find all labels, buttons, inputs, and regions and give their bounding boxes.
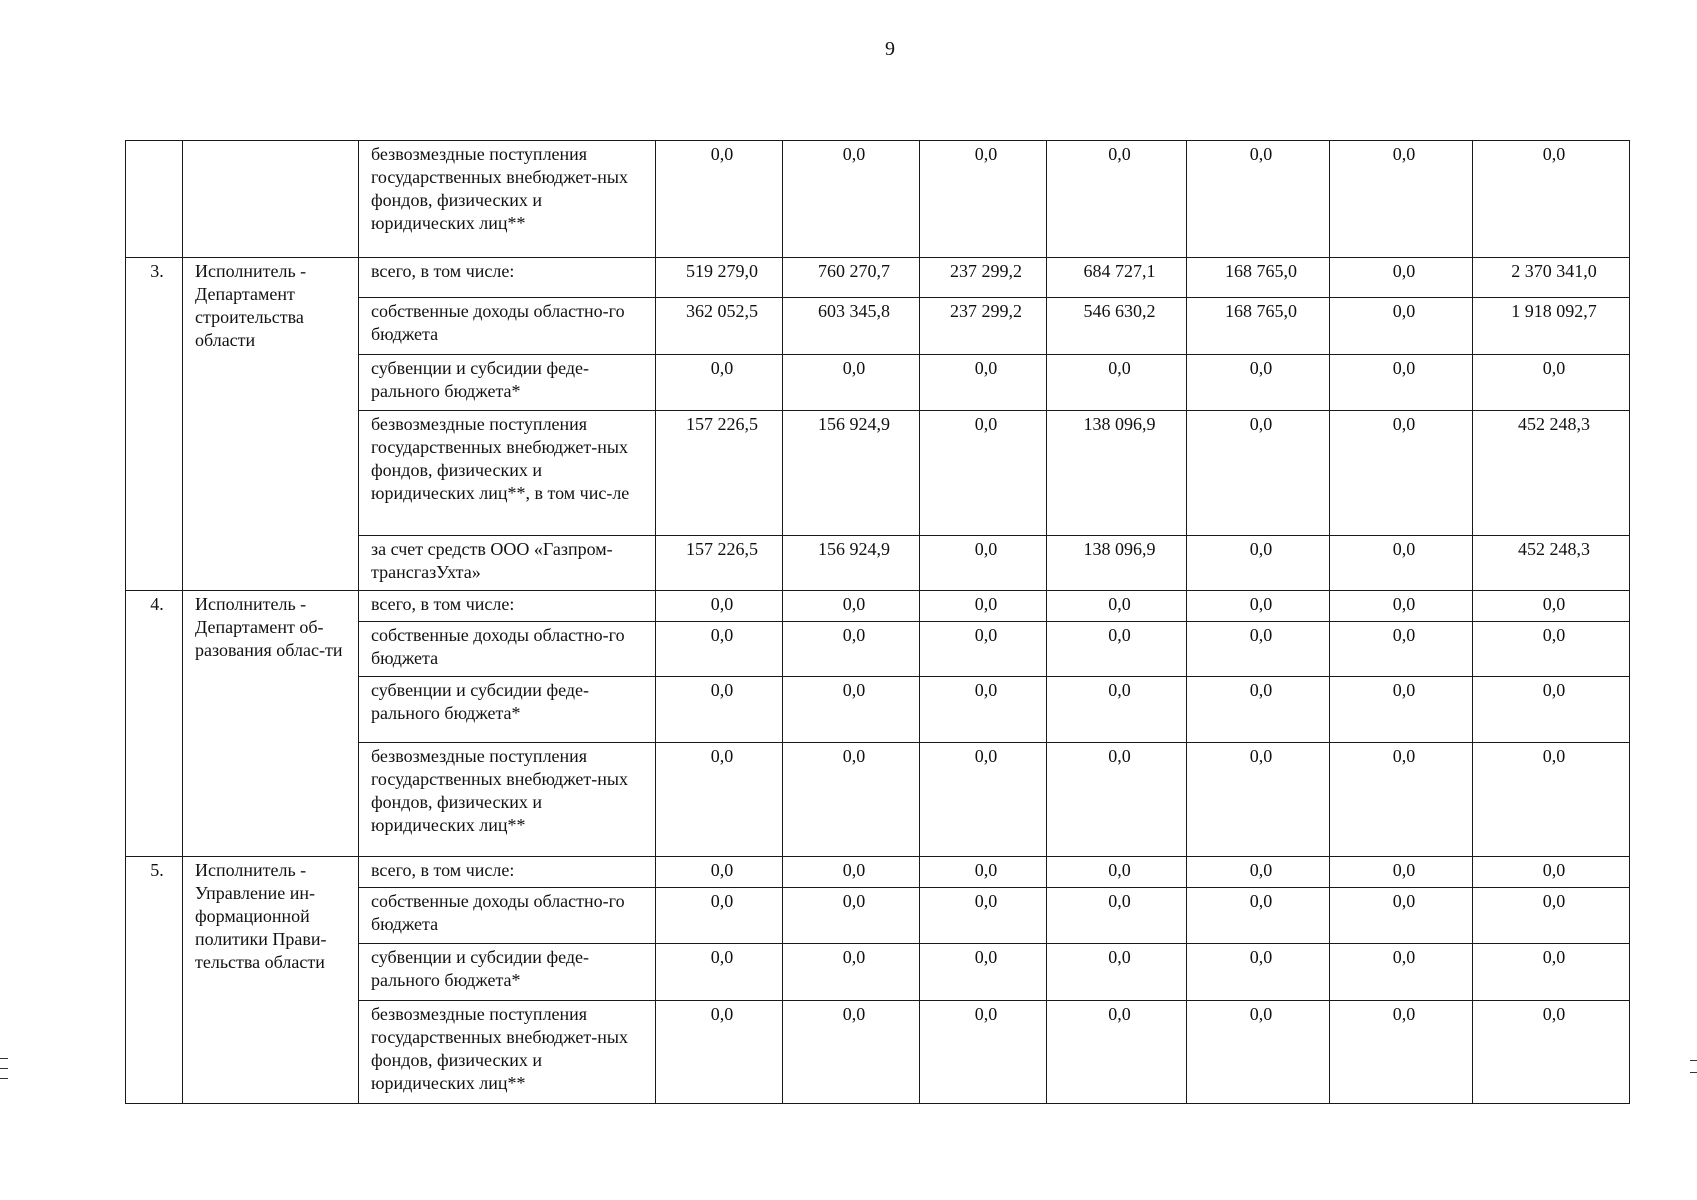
- value-cell: 684 727,1: [1047, 258, 1187, 298]
- scan-mark: [0, 1058, 8, 1059]
- total-value-cell: 0,0: [1473, 677, 1630, 743]
- value-cell: 0,0: [1330, 888, 1473, 944]
- value-cell: 0,0: [1330, 298, 1473, 355]
- value-cell: 760 270,7: [783, 258, 920, 298]
- value-cell: 0,0: [920, 743, 1047, 857]
- funding-source-cell: безвозмездные поступления государственных внебюджет-ных фондов, физических и юридических лиц**: [359, 1001, 656, 1104]
- value-cell: 0,0: [1330, 536, 1473, 591]
- value-cell: 519 279,0: [656, 258, 783, 298]
- funding-source-cell: всего, в том числе:: [359, 857, 656, 888]
- value-cell: 0,0: [1330, 944, 1473, 1001]
- value-cell: 0,0: [1330, 258, 1473, 298]
- value-cell: 168 765,0: [1187, 258, 1330, 298]
- value-cell: 0,0: [1330, 677, 1473, 743]
- total-value-cell: 0,0: [1473, 1001, 1630, 1104]
- funding-source-cell: безвозмездные поступления государственных внебюджет-ных фондов, физических и юридических лиц**: [359, 743, 656, 857]
- value-cell: 0,0: [1047, 677, 1187, 743]
- value-cell: 0,0: [920, 857, 1047, 888]
- value-cell: 0,0: [1330, 622, 1473, 677]
- value-cell: 0,0: [656, 622, 783, 677]
- funding-source-cell: за счет средств ООО «Газпром-трансгазУхта»: [359, 536, 656, 591]
- total-value-cell: 452 248,3: [1473, 411, 1630, 536]
- value-cell: 0,0: [1330, 857, 1473, 888]
- value-cell: 0,0: [1047, 743, 1187, 857]
- value-cell: 0,0: [1187, 536, 1330, 591]
- value-cell: 156 924,9: [783, 411, 920, 536]
- value-cell: 0,0: [1047, 857, 1187, 888]
- executor-cell: Исполнитель - Управление ин-формационной политики Прави-тельства области: [183, 857, 359, 1104]
- total-value-cell: 1 918 092,7: [1473, 298, 1630, 355]
- total-value-cell: 0,0: [1473, 141, 1630, 258]
- value-cell: 0,0: [656, 944, 783, 1001]
- value-cell: 0,0: [656, 857, 783, 888]
- value-cell: 0,0: [783, 944, 920, 1001]
- value-cell: 603 345,8: [783, 298, 920, 355]
- value-cell: 237 299,2: [920, 258, 1047, 298]
- total-value-cell: 452 248,3: [1473, 536, 1630, 591]
- funding-source-cell: безвозмездные поступления государственных внебюджет-ных фондов, физических и юридических лиц**: [359, 141, 656, 258]
- total-value-cell: 0,0: [1473, 622, 1630, 677]
- value-cell: 0,0: [1187, 677, 1330, 743]
- scan-mark: [1690, 1072, 1697, 1073]
- value-cell: 0,0: [656, 677, 783, 743]
- value-cell: 0,0: [783, 888, 920, 944]
- value-cell: 0,0: [656, 743, 783, 857]
- total-value-cell: 0,0: [1473, 355, 1630, 411]
- table-row: [126, 258, 1630, 298]
- value-cell: 0,0: [920, 536, 1047, 591]
- value-cell: 0,0: [1047, 591, 1187, 622]
- funding-source-cell: субвенции и субсидии феде-рального бюджета*: [359, 355, 656, 411]
- funding-source-cell: всего, в том числе:: [359, 591, 656, 622]
- value-cell: 0,0: [920, 944, 1047, 1001]
- value-cell: 0,0: [1047, 944, 1187, 1001]
- value-cell: 0,0: [920, 141, 1047, 258]
- value-cell: 0,0: [783, 857, 920, 888]
- executor-cell: [183, 141, 359, 258]
- value-cell: 0,0: [783, 591, 920, 622]
- value-cell: 0,0: [1047, 141, 1187, 258]
- value-cell: 0,0: [783, 355, 920, 411]
- value-cell: 0,0: [1047, 355, 1187, 411]
- value-cell: 157 226,5: [656, 411, 783, 536]
- value-cell: 0,0: [1187, 591, 1330, 622]
- value-cell: 0,0: [920, 622, 1047, 677]
- value-cell: 237 299,2: [920, 298, 1047, 355]
- total-value-cell: 0,0: [1473, 591, 1630, 622]
- value-cell: 0,0: [1187, 857, 1330, 888]
- value-cell: 0,0: [783, 622, 920, 677]
- row-number: 5.: [126, 857, 183, 1104]
- value-cell: 0,0: [1187, 888, 1330, 944]
- value-cell: 0,0: [1047, 888, 1187, 944]
- value-cell: 0,0: [656, 1001, 783, 1104]
- value-cell: 0,0: [1187, 411, 1330, 536]
- funding-source-cell: собственные доходы областно-го бюджета: [359, 888, 656, 944]
- row-number: 4.: [126, 591, 183, 857]
- value-cell: 0,0: [783, 1001, 920, 1104]
- value-cell: 0,0: [920, 355, 1047, 411]
- funding-source-cell: всего, в том числе:: [359, 258, 656, 298]
- table-row: [126, 857, 1630, 888]
- value-cell: 0,0: [1187, 1001, 1330, 1104]
- value-cell: 0,0: [656, 591, 783, 622]
- value-cell: 0,0: [920, 888, 1047, 944]
- value-cell: 0,0: [1047, 622, 1187, 677]
- executor-cell: Исполнитель - Департамент об-разования облас-ти: [183, 591, 359, 857]
- value-cell: 0,0: [1187, 355, 1330, 411]
- funding-source-cell: субвенции и субсидии феде-рального бюджета*: [359, 944, 656, 1001]
- value-cell: 0,0: [1047, 1001, 1187, 1104]
- scan-mark: [0, 1068, 8, 1069]
- value-cell: 0,0: [783, 677, 920, 743]
- value-cell: 138 096,9: [1047, 411, 1187, 536]
- value-cell: 0,0: [1330, 355, 1473, 411]
- value-cell: 0,0: [1187, 944, 1330, 1001]
- value-cell: 0,0: [920, 1001, 1047, 1104]
- total-value-cell: 0,0: [1473, 743, 1630, 857]
- value-cell: 362 052,5: [656, 298, 783, 355]
- page-number: 9: [885, 38, 895, 60]
- value-cell: 168 765,0: [1187, 298, 1330, 355]
- table-row: [126, 141, 1630, 258]
- total-value-cell: 0,0: [1473, 888, 1630, 944]
- budget-table-body: [126, 141, 1630, 1104]
- value-cell: 0,0: [1330, 743, 1473, 857]
- value-cell: 0,0: [656, 888, 783, 944]
- value-cell: 0,0: [656, 141, 783, 258]
- value-cell: 0,0: [1330, 1001, 1473, 1104]
- total-value-cell: 0,0: [1473, 857, 1630, 888]
- value-cell: 0,0: [1330, 141, 1473, 258]
- scan-mark: [1690, 1060, 1697, 1061]
- value-cell: 157 226,5: [656, 536, 783, 591]
- value-cell: 0,0: [1187, 743, 1330, 857]
- value-cell: 0,0: [920, 677, 1047, 743]
- scan-mark: [0, 1078, 8, 1079]
- value-cell: 0,0: [1187, 622, 1330, 677]
- value-cell: 0,0: [1330, 591, 1473, 622]
- value-cell: 156 924,9: [783, 536, 920, 591]
- total-value-cell: 2 370 341,0: [1473, 258, 1630, 298]
- value-cell: 0,0: [1187, 141, 1330, 258]
- value-cell: 0,0: [783, 743, 920, 857]
- total-value-cell: 0,0: [1473, 944, 1630, 1001]
- funding-source-cell: субвенции и субсидии феде-рального бюджета*: [359, 677, 656, 743]
- value-cell: 0,0: [1330, 411, 1473, 536]
- table-row: [126, 591, 1630, 622]
- row-number: 3.: [126, 258, 183, 591]
- executor-cell: Исполнитель - Департамент строительства области: [183, 258, 359, 591]
- value-cell: 0,0: [656, 355, 783, 411]
- funding-source-cell: собственные доходы областно-го бюджета: [359, 622, 656, 677]
- value-cell: 0,0: [920, 411, 1047, 536]
- budget-table: [125, 140, 1630, 1104]
- value-cell: 0,0: [920, 591, 1047, 622]
- value-cell: 546 630,2: [1047, 298, 1187, 355]
- value-cell: 138 096,9: [1047, 536, 1187, 591]
- row-number: [126, 141, 183, 258]
- funding-source-cell: безвозмездные поступления государственных внебюджет-ных фондов, физических и юридических лиц**, в том чис-ле: [359, 411, 656, 536]
- funding-source-cell: собственные доходы областно-го бюджета: [359, 298, 656, 355]
- value-cell: 0,0: [783, 141, 920, 258]
